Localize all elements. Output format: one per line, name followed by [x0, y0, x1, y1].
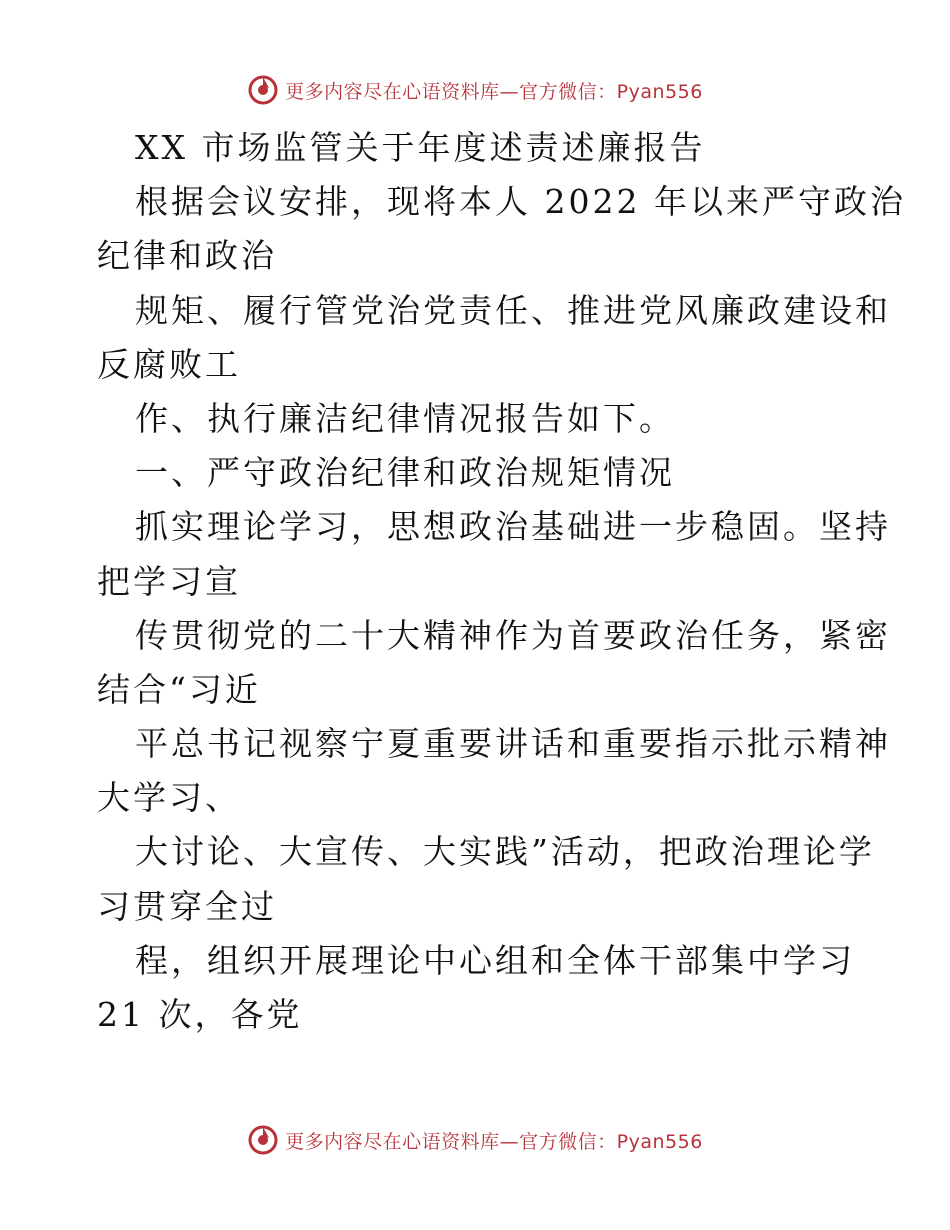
brand-logo-icon — [247, 74, 279, 106]
watermark-banner-bottom — [0, 1120, 950, 1160]
paragraph-line: 反腐败工 — [97, 344, 241, 384]
brand-logo-icon — [247, 1124, 279, 1156]
paragraph-line: 平总书记视察宁夏重要讲话和重要指示批示精神 — [135, 724, 891, 764]
paragraph-line: 习贯穿全过 — [97, 886, 277, 926]
section-heading: 一、严守政治纪律和政治规矩情况 — [135, 453, 675, 493]
paragraph-line: 大讨论、大宣传、大实践”活动，把政治理论学 — [135, 832, 875, 872]
paragraph-line: 21 次，各党 — [97, 995, 303, 1034]
paragraph-line: 作、执行廉洁纪律情况报告如下。 — [135, 398, 675, 438]
document-body — [97, 121, 906, 1042]
paragraph-line: 规矩、履行管党治党责任、推进党风廉政建设和 — [135, 290, 891, 330]
watermark-banner-top — [0, 70, 950, 110]
watermark-text: 更多内容尽在心语资料库—官方微信：Pyan556 — [285, 1130, 703, 1153]
paragraph-line: 纪律和政治 — [97, 236, 277, 276]
paragraph-line: 抓实理论学习，思想政治基础进一步稳固。坚持 — [135, 507, 891, 547]
paragraph-line: 大学习、 — [97, 778, 241, 818]
paragraph-line: 把学习宣 — [97, 561, 241, 601]
paragraph-line: 程，组织开展理论中心组和全体干部集中学习 — [135, 940, 855, 980]
document-title: XX 市场监管关于年度述责述廉报告 — [135, 128, 706, 167]
paragraph-line: 根据会议安排，现将本人 2022 年以来严守政治 — [135, 182, 906, 222]
watermark-text: 更多内容尽在心语资料库—官方微信：Pyan556 — [285, 80, 703, 103]
paragraph-line: 结合“习近 — [97, 669, 261, 709]
paragraph-line: 传贯彻党的二十大精神作为首要政治任务，紧密 — [135, 615, 891, 655]
